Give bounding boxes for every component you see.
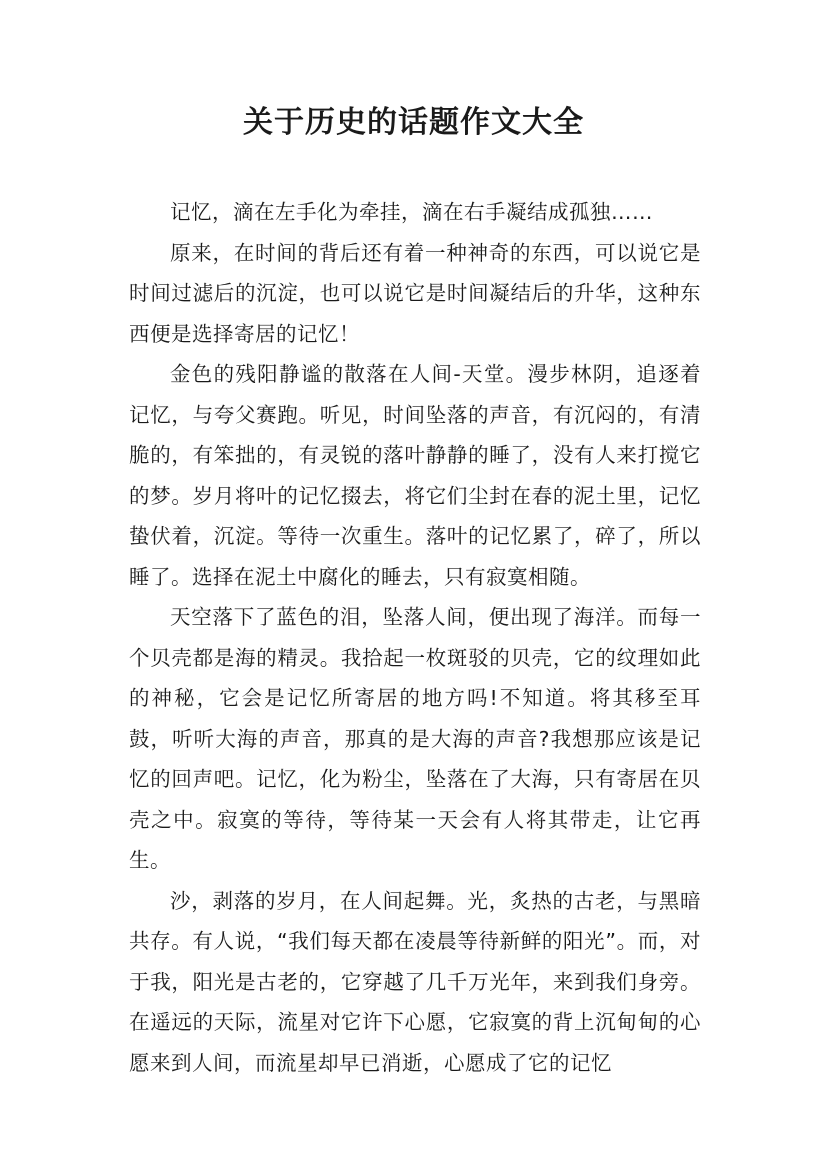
document-title: 关于历史的话题作文大全	[243, 105, 584, 140]
paragraph-5: 沙，剥落的岁月，在人间起舞。光，炙热的古老，与黑暗共存。有人说，“我们每天都在凌晨等待新鲜的阳光”。而，对于我，阳光是古老的，它穿越了几千万光年，来到我们身旁。在遥远的天际，流星对它许下心愿，它寂寞的背上沉甸甸的心愿来到人间，而流星却早已消逝，心愿成了它的记忆	[129, 888, 701, 1075]
document-body	[129, 192, 701, 1083]
paragraph-1: 记忆，滴在左手化为牵挂，滴在右手凝结成孤独……	[170, 200, 653, 224]
paragraph-2: 原来，在时间的背后还有着一种神奇的东西，可以说它是时间过滤后的沉淀，也可以说它是时间凝结后的升华，这种东西便是选择寄居的记忆！	[129, 240, 701, 346]
paragraph-4: 天空落下了蓝色的泪，坠落人间，便出现了海洋。而每一个贝壳都是海的精灵。我拾起一枚斑驳的贝壳，它的纹理如此的神秘，它会是记忆所寄居的地方吗!不知道。将其移至耳鼓，听听大海的声音，那真的是大海的声音?我想那应该是记忆的回声吧。记忆，化为粉尘，坠落在了大海，只有寄居在贝壳之中。寂寞的等待，等待某一天会有人将其带走，让它再生。	[129, 605, 701, 872]
paragraph-3: 金色的残阳静谧的散落在人间-天堂。漫步林阴，追逐着记忆，与夸父赛跑。听见，时间坠落的声音，有沉闷的，有清脆的，有笨拙的，有灵锐的落叶静静的睡了，没有人来打搅它的梦。岁月将叶的记忆掇去，将它们尘封在春的泥土里，记忆蛰伏着，沉淀。等待一次重生。落叶的记忆累了，碎了，所以睡了。选择在泥土中腐化的睡去，只有寂寞相随。	[129, 362, 701, 589]
